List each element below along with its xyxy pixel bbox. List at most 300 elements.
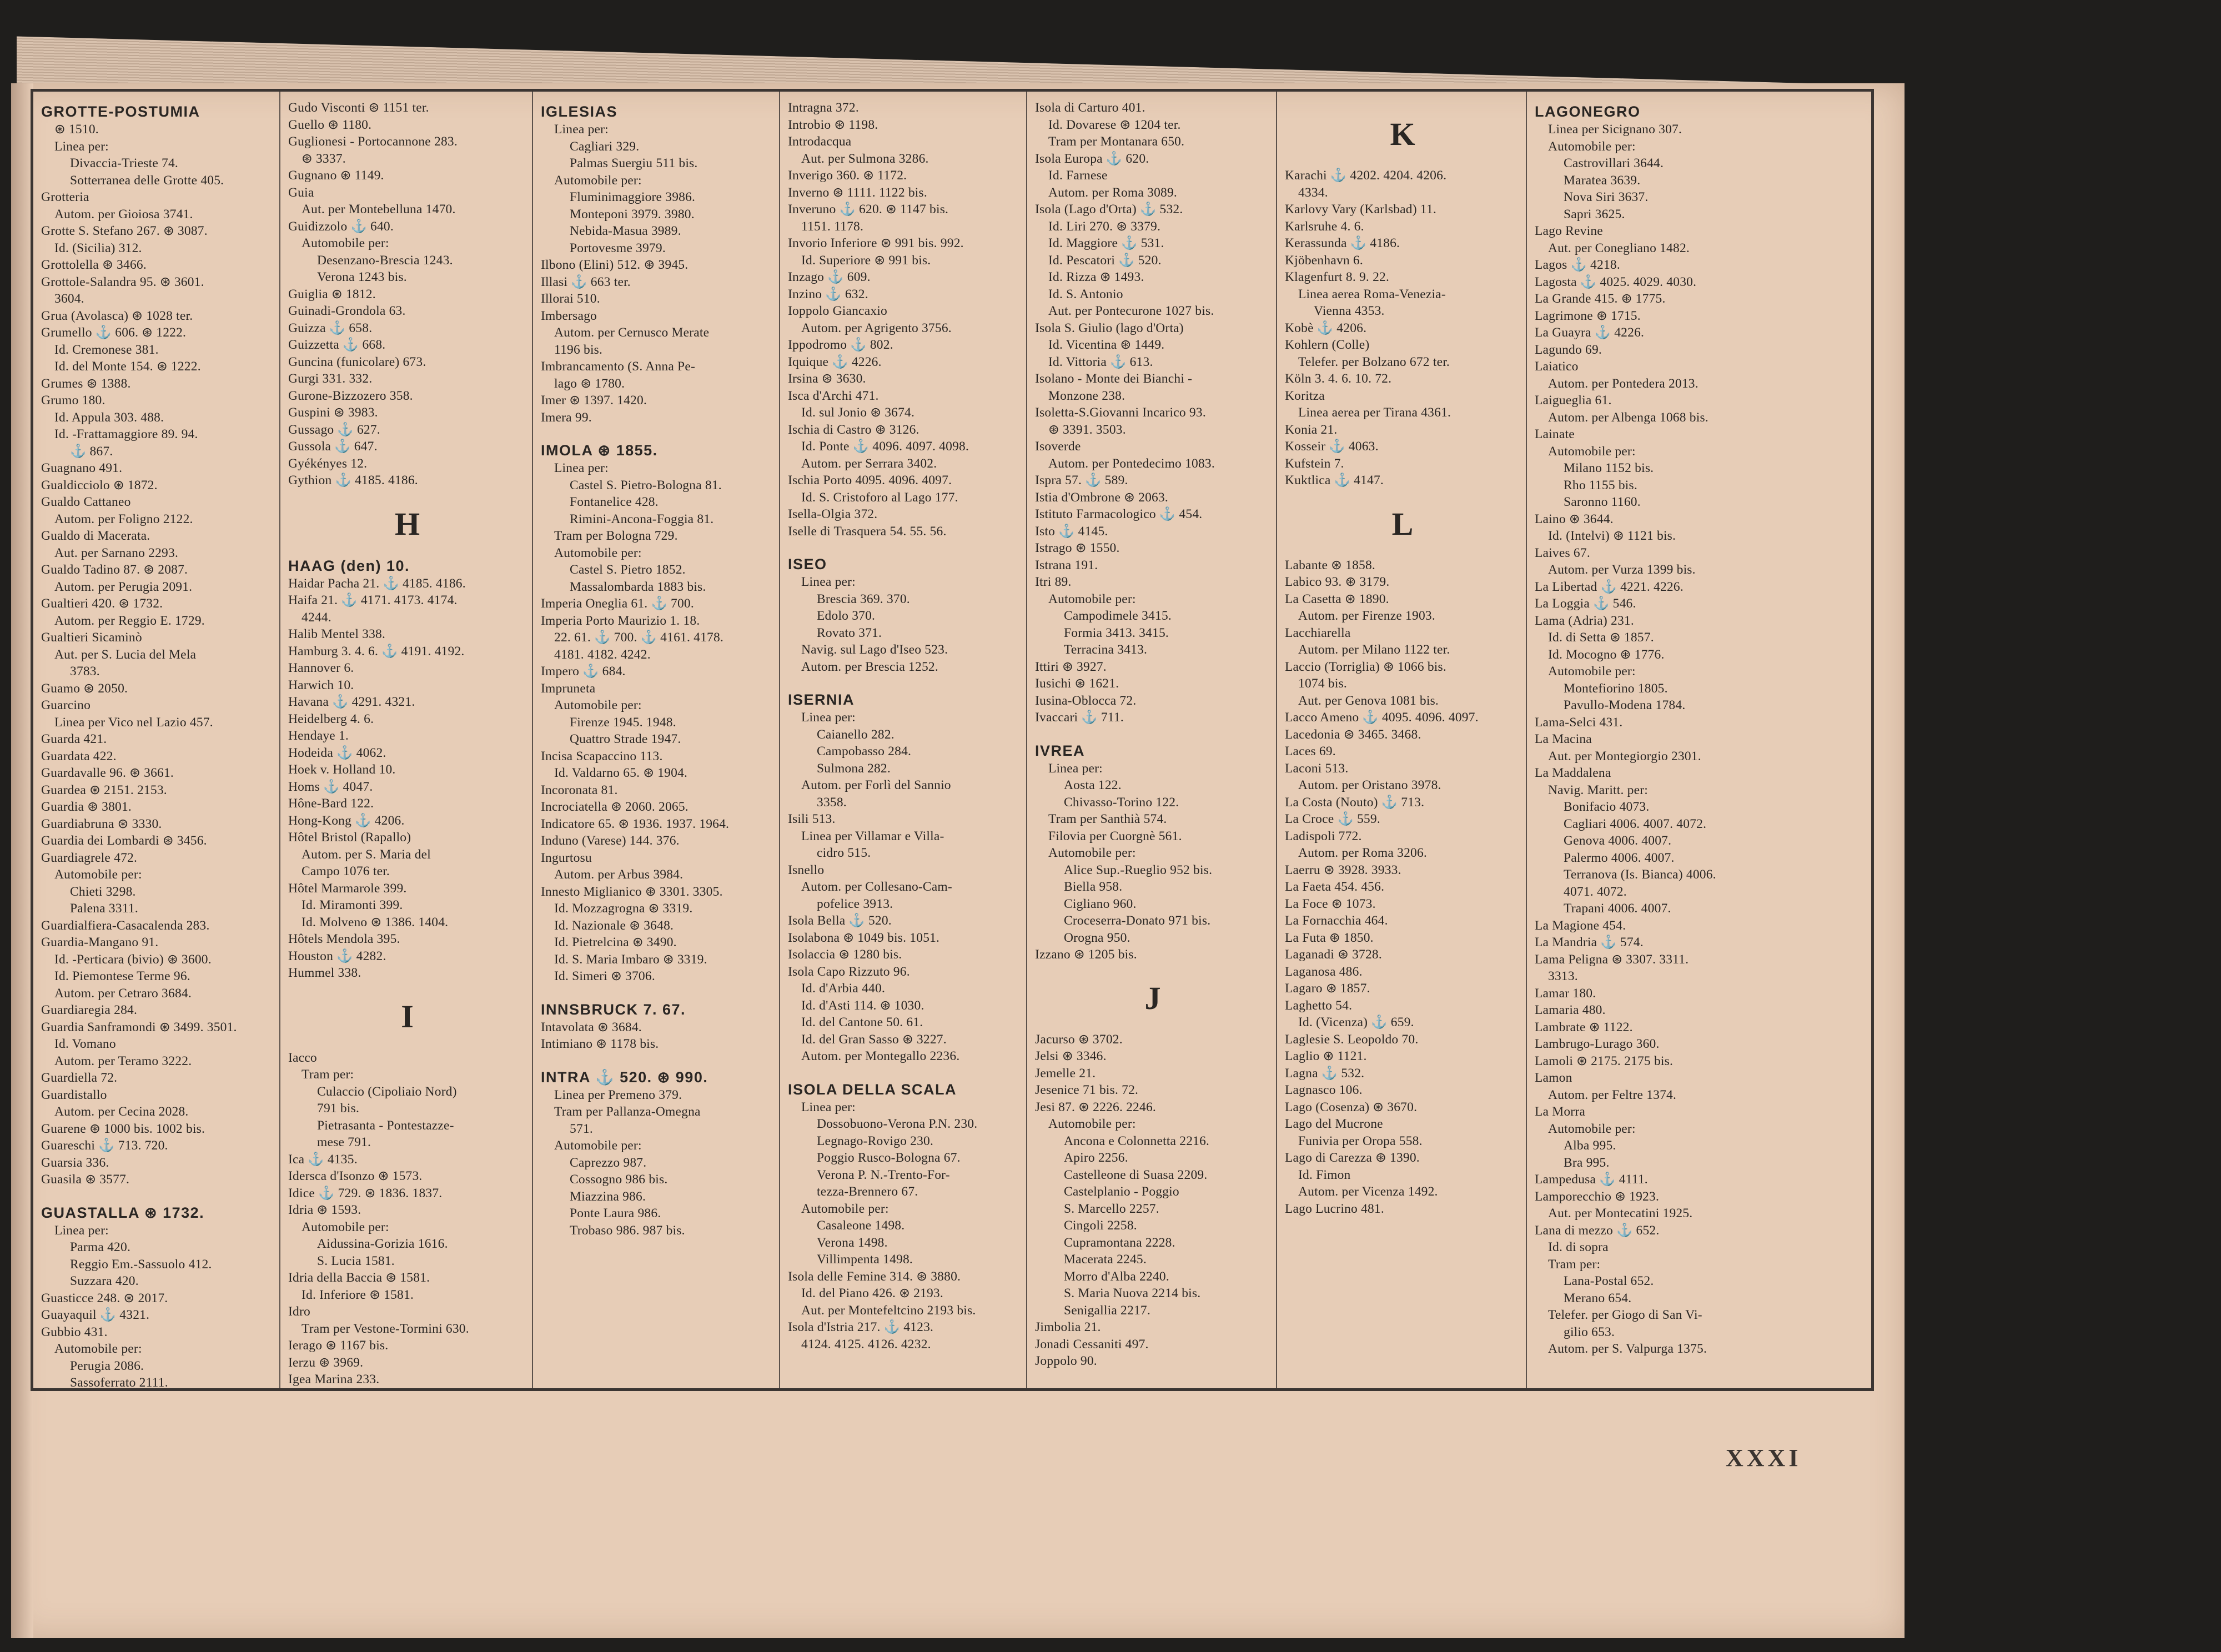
index-entry: Rovato 371. [817,625,882,640]
index-entry: Automobile per: [302,236,389,250]
index-entry: Imperia Oneglia 61. ⚓ 700. [541,596,694,611]
index-entry: Autom. per Collesano-Cam- [801,880,952,894]
index-entry: Isolabona ⊛ 1049 bis. 1051. [788,930,940,945]
index-entry: Tram per: [1548,1257,1601,1272]
index-entry: Isola d'Istria 217. ⚓ 4123. [788,1320,934,1334]
index-entry: Massalombarda 1883 bis. [570,579,706,594]
index-entry: Grumes ⊛ 1388. [41,376,131,391]
index-entry: Automobile per: [1548,444,1636,459]
index-entry: Id. del Gran Sasso ⊛ 3227. [801,1032,947,1047]
index-entry: 3783. [70,664,100,679]
index-entry: Aosta 122. [1064,778,1122,792]
index-entry: Grotte S. Stefano 267. ⊛ 3087. [41,224,208,238]
index-entry: Id. S. Antonio [1048,287,1123,302]
index-entry: Kohlern (Colle) [1285,338,1370,352]
index-entry: Haidar Pacha 21. ⚓ 4185. 4186. [288,576,466,591]
index-entry: Id. Vittoria ⚓ 613. [1048,354,1153,369]
index-entry: Guarcino [41,698,91,712]
index-entry: Lambrugo-Lurago 360. [1535,1037,1660,1051]
index-entry: Idria della Baccia ⊛ 1581. [288,1271,430,1285]
index-entry: Guardiabruna ⊛ 3330. [41,816,162,831]
index-entry: Campobasso 284. [817,744,912,759]
index-entry: Autom. per Cecina 2028. [54,1104,189,1119]
index-entry: Id. del Piano 426. ⊛ 2193. [801,1286,943,1300]
index-entry: Miazzina 986. [570,1189,646,1204]
index-entry: Isola delle Femine 314. ⊛ 3880. [788,1269,961,1284]
index-entry: Gugnano ⊛ 1149. [288,168,384,183]
index-entry: Jacurso ⊛ 3702. [1035,1032,1123,1047]
index-entry: Irsina ⊛ 3630. [788,371,866,386]
index-heading: IGLESIAS [541,103,618,120]
index-entry: Laglesie S. Leopoldo 70. [1285,1032,1419,1047]
index-entry: Autom. per Cernusco Merate [554,325,710,340]
index-entry: Autom. per Pontedera 2013. [1548,376,1699,391]
index-entry: Lampedusa ⚓ 4111. [1535,1172,1648,1187]
index-entry: ⊛ 1510. [54,122,99,137]
index-entry: Guayaquil ⚓ 4321. [41,1308,150,1322]
index-entry: Id. Dovarese ⊛ 1204 ter. [1048,117,1181,132]
index-entry: Laglio ⊛ 1121. [1285,1049,1367,1063]
index-entry: cidro 515. [817,846,871,860]
index-entry: Labante ⊛ 1858. [1285,558,1375,573]
index-entry: Id. (Intelvi) ⊛ 1121 bis. [1548,529,1676,543]
index-entry: 571. [570,1121,593,1136]
index-entry: Guglionesi - Portocannone 283. [288,134,458,149]
index-entry: Id. del Cantone 50. 61. [801,1015,923,1030]
index-entry: Ilbono (Elini) 512. ⊛ 3945. [541,258,689,272]
index-entry: 4124. 4125. 4126. 4232. [801,1337,931,1352]
index-entry: Aut. per Sulmona 3286. [801,151,929,166]
index-entry: Ladispoli 772. [1285,828,1362,843]
index-entry: Karachi ⚓ 4202. 4204. 4206. [1285,168,1447,183]
index-entry: La Grande 415. ⊛ 1775. [1535,292,1666,306]
index-entry: Tram per Santhià 574. [1048,812,1167,826]
index-entry: Aidussina-Gorizia 1616. [317,1237,448,1251]
index-column-2 [280,92,533,1388]
index-entry: Guarsia 336. [41,1155,109,1170]
index-entry: Induno (Varese) 144. 376. [541,833,680,848]
index-entry: Grua (Avolasca) ⊛ 1028 ter. [41,308,193,323]
index-entry: Hôtels Mendola 395. [288,932,400,946]
index-entry: Lamar 180. [1535,986,1596,1001]
section-letter: J [1144,980,1161,1016]
index-entry: Hamburg 3. 4. 6. ⚓ 4191. 4192. [288,644,465,659]
index-entry: Kuktlica ⚓ 4147. [1285,473,1384,488]
index-entry: Heidelberg 4. 6. [288,711,374,726]
index-entry: Legnago-Rovigo 230. [817,1133,934,1148]
index-entry: Aut. per Montefeltcino 2193 bis. [801,1303,976,1318]
index-entry: Id. Cremonese 381. [54,342,159,357]
index-entry: Aut. per Montecatini 1925. [1548,1206,1693,1221]
index-entry: Guardiella 72. [41,1071,118,1085]
index-entry: Automobile per: [554,545,642,560]
index-entry: 4071. 4072. [1564,884,1627,899]
index-entry: Istia d'Ombrone ⊛ 2063. [1035,490,1168,505]
index-entry: Automobile per: [554,173,642,188]
index-entry: Lago Revine [1535,224,1603,238]
index-entry: Autom. per Roma 3206. [1298,846,1427,860]
index-entry: Id. del Monte 154. ⊛ 1222. [54,359,201,374]
index-entry: Apiro 2256. [1064,1151,1128,1165]
index-entry: Firenze 1945. 1948. [570,715,676,730]
index-entry: Guncina (funicolare) 673. [288,354,426,369]
index-entry: La Libertad ⚓ 4221. 4226. [1535,579,1684,594]
index-entry: Iacco [288,1050,317,1065]
index-entry: Fluminimaggiore 3986. [570,190,696,204]
index-heading: GROTTE-POSTUMIA [41,103,200,120]
index-entry: Isoletta-S.Giovanni Incarico 93. [1035,405,1206,420]
index-heading: GUASTALLA ⊛ 1732. [41,1204,205,1221]
index-entry: Automobile per: [554,1138,642,1153]
index-entry: Intavolata ⊛ 3684. [541,1020,642,1035]
index-entry: Lama Peligna ⊛ 3307. 3311. [1535,952,1689,967]
index-entry: La Maddalena [1535,766,1611,780]
index-column-7 [1527,92,1871,1388]
index-entry: Autom. per Vurza 1399 bis. [1548,563,1696,577]
index-entry: Automobile per: [1048,1117,1136,1131]
index-entry: Autom. per Teramo 3222. [54,1053,192,1068]
index-entry: Linea per Premeno 379. [554,1087,682,1102]
index-entry: Guidizzolo ⚓ 640. [288,219,394,234]
index-heading: IMOLA ⊛ 1855. [541,442,658,459]
index-entry: Cossogno 986 bis. [570,1172,668,1187]
index-entry: Idersca d'Isonzo ⊛ 1573. [288,1169,423,1183]
index-entry: Autom. per Albenga 1068 bis. [1548,410,1709,425]
index-entry: ⊛ 3391. 3503. [1048,422,1126,437]
index-entry: Linea per: [801,1099,856,1114]
index-entry: Caprezzo 987. [570,1155,647,1170]
index-column-6 [1277,92,1527,1388]
index-entry: Desenzano-Brescia 1243. [317,253,453,268]
index-entry: Brescia 369. 370. [817,591,910,606]
index-entry: Pietrasanta - Pontestazze- [317,1118,454,1133]
index-entry: Guasila ⊛ 3577. [41,1172,130,1187]
index-entry: Portovesme 3979. [570,240,666,255]
index-entry: Automobile per: [1548,139,1636,154]
index-heading: ISERNIA [788,691,855,708]
index-entry: Igea Marina 233. [288,1372,380,1387]
index-entry: Edolo 370. [817,609,876,623]
index-entry: Lagrimone ⊛ 1715. [1535,308,1641,323]
index-entry: 3358. [817,795,847,810]
page-number: XXXI [1726,1444,1802,1472]
index-entry: Hummel 338. [288,966,361,980]
index-entry: Gubbio 431. [41,1324,108,1339]
index-entry: Sassoferrato 2111. [70,1375,168,1388]
index-entry: Trobaso 986. 987 bis. [570,1223,685,1238]
index-entry: Navig. Maritt. per: [1548,782,1649,797]
index-entry: Isili 513. [788,812,836,826]
index-entry: Filovia per Cuorgnè 561. [1048,828,1182,843]
index-entry: Id. Pietrelcina ⊛ 3490. [554,935,677,950]
index-entry: Id. Mocogno ⊛ 1776. [1548,647,1665,662]
index-entry: Guello ⊛ 1180. [288,117,372,132]
index-entry: Lana di mezzo ⚓ 652. [1535,1223,1660,1238]
index-entry: Id. Superiore ⊛ 991 bis. [801,253,931,268]
index-entry: Linea aerea per Tirana 4361. [1298,405,1451,420]
index-entry: Ponte Laura 986. [570,1206,661,1221]
index-entry: Reggio Em.-Sassuolo 412. [70,1257,212,1272]
index-entry: Grottole-Salandra 95. ⊛ 3601. [41,274,204,289]
index-entry: Formia 3413. 3415. [1064,625,1169,640]
index-entry: Linea per Sicignano 307. [1548,122,1682,137]
index-entry: ⊛ 3337. [302,151,346,166]
index-entry: Cigliano 960. [1064,896,1137,911]
index-entry: Iusina-Oblocca 72. [1035,693,1137,708]
index-entry: Lana-Postal 652. [1564,1274,1654,1288]
index-entry: Gyékényes 12. [288,456,368,471]
index-entry: Gualdicciolo ⊛ 1872. [41,478,158,493]
index-entry: Imera 99. [541,410,592,425]
index-entry: Autom. per S. Valpurga 1375. [1548,1342,1707,1356]
index-entry: Linea per: [554,461,609,475]
index-entry: Isnello [788,862,825,877]
index-entry: Bonifacio 4073. [1564,800,1650,814]
index-entry: Guagnano 491. [41,461,123,475]
index-entry: Id. Mozzagrogna ⊛ 3319. [554,901,693,916]
index-entry: Homs ⚓ 4047. [288,779,373,794]
index-entry: Lambrate ⊛ 1122. [1535,1020,1633,1035]
index-entry: 22. 61. ⚓ 700. ⚓ 4161. 4178. [554,630,723,645]
index-entry: 791 bis. [317,1101,360,1116]
index-entry: Hendaye 1. [288,729,349,743]
index-entry: Lago del Mucrone [1285,1117,1383,1131]
index-entry: Lacchiarella [1285,625,1351,640]
index-entry: Lamporecchio ⊛ 1923. [1535,1189,1660,1204]
index-entry: Id. Liri 270. ⊛ 3379. [1048,219,1161,234]
index-entry: Jesenice 71 bis. 72. [1035,1083,1139,1097]
index-entry: 4334. [1298,185,1328,200]
index-entry: Casaleone 1498. [817,1218,905,1233]
index-entry: La Casetta ⊛ 1890. [1285,591,1389,606]
index-entry: Isola Europa ⚓ 620. [1035,151,1149,166]
index-heading: LAGONEGRO [1535,103,1641,120]
index-heading: ISEO [788,556,827,573]
index-entry: Hannover 6. [288,661,354,675]
index-heading: INNSBRUCK 7. 67. [541,1001,686,1018]
index-entry: Laconi 513. [1285,761,1349,776]
index-entry: Gussago ⚓ 627. [288,422,380,437]
index-entry: Guinadi-Grondola 63. [288,304,406,318]
index-entry: Monzone 238. [1048,388,1125,403]
index-entry: tezza-Brennero 67. [817,1184,918,1199]
index-entry: Lamoli ⊛ 2175. 2175 bis. [1535,1053,1674,1068]
index-entry: Guardata 422. [41,749,117,764]
index-entry: Itri 89. [1035,575,1072,589]
index-entry: Id. Rizza ⊛ 1493. [1048,270,1144,284]
index-entry: Laganadi ⊛ 3728. [1285,947,1382,962]
index-entry: Verona P. N.-Trento-For- [817,1167,950,1182]
index-entry: Ispra 57. ⚓ 589. [1035,473,1128,488]
index-entry: Palmas Suergiu 511 bis. [570,156,698,170]
index-entry: Ica ⚓ 4135. [288,1152,358,1167]
index-entry: Laerru ⊛ 3928. 3933. [1285,862,1401,877]
index-entry: Lamaria 480. [1535,1003,1606,1017]
index-entry: Id. sul Jonio ⊛ 3674. [801,405,915,420]
index-entry: Linea per Villamar e Villa- [801,828,944,843]
index-entry: Jonadi Cessaniti 497. [1035,1337,1149,1352]
index-entry: Id. Maggiore ⚓ 531. [1048,236,1164,250]
index-entry: Alba 995. [1564,1138,1616,1153]
index-entry: Hoek v. Holland 10. [288,762,396,777]
index-entry: Guamo ⊛ 2050. [41,681,128,696]
index-entry: La Faeta 454. 456. [1285,880,1385,894]
index-entry: Caianello 282. [817,727,895,742]
index-entry: Laigueglia 61. [1535,393,1612,408]
index-entry: Chivasso-Torino 122. [1064,795,1179,810]
index-entry: Id. d'Asti 114. ⊛ 1030. [801,998,924,1013]
index-entry: Linea per: [801,575,856,589]
index-entry: Linea per: [801,710,856,725]
index-entry: Kjöbenhavn 6. [1285,253,1363,268]
index-entry: Culaccio (Cipoliaio Nord) [317,1084,457,1099]
index-entry: mese 791. [317,1135,371,1149]
index-entry: La Croce ⚓ 559. [1285,812,1380,826]
index-entry: Id. Fimon [1298,1167,1351,1182]
index-entry: Inverno ⊛ 1111. 1122 bis. [788,185,927,200]
index-entry: Isola S. Giulio (lago d'Orta) [1035,320,1184,335]
index-entry: Bra 995. [1564,1155,1610,1170]
index-entry: Aut. per Montebelluna 1470. [302,202,456,217]
index-entry: Id. Simeri ⊛ 3706. [554,969,655,983]
section-letter: L [1391,505,1414,542]
index-entry: Id. Inferiore ⊛ 1581. [302,1287,414,1302]
index-entry: La Futa ⊛ 1850. [1285,930,1374,945]
index-entry: Id. Vicentina ⊛ 1449. [1048,338,1165,352]
index-entry: S. Lucia 1581. [317,1253,395,1268]
index-entry: Jemelle 21. [1035,1066,1096,1081]
index-entry: Automobile per: [1048,846,1136,860]
index-entry: Castelleone di Suasa 2209. [1064,1167,1208,1182]
index-entry: Guardia dei Lombardi ⊛ 3456. [41,833,207,848]
index-entry: Macerata 2245. [1064,1252,1147,1267]
index-entry: Guarda 421. [41,732,107,746]
index-entry: Imer ⊛ 1397. 1420. [541,393,647,408]
index-entry: Iusichi ⊛ 1621. [1035,676,1119,691]
index-entry: Inverigo 360. ⊛ 1172. [788,168,907,183]
index-entry: Indicatore 65. ⊛ 1936. 1937. 1964. [541,816,730,831]
index-entry: Merano 654. [1564,1291,1632,1305]
index-entry: Terranova (Is. Bianca) 4006. [1564,867,1716,882]
index-entry: ⚓ 867. [70,444,113,459]
index-entry: Tram per Montanara 650. [1048,134,1185,149]
index-entry: Havana ⚓ 4291. 4321. [288,695,415,709]
index-entry: Id. Vomano [54,1037,116,1051]
index-entry: Autom. per Foligno 2122. [54,511,193,526]
index-entry: Autom. per Cetraro 3684. [54,986,192,1001]
index-entry: Haifa 21. ⚓ 4171. 4173. 4174. [288,593,458,607]
index-entry: Hône-Bard 122. [288,796,374,811]
index-entry: Perugia 2086. [70,1358,144,1373]
index-entry: La Macina [1535,732,1592,746]
index-entry: Linea aerea Roma-Venezia- [1298,287,1446,302]
index-entry: Autom. per Brescia 1252. [801,659,938,674]
index-entry: Invorio Inferiore ⊛ 991 bis. 992. [788,236,964,250]
index-entry: Telefer. per Giogo di San Vi- [1548,1308,1702,1322]
index-entry: Halib Mentel 338. [288,627,386,641]
index-entry: Lagos ⚓ 4218. [1535,258,1620,272]
index-heading: INTRA ⚓ 520. ⊛ 990. [541,1068,708,1086]
index-entry: 3604. [54,292,84,306]
index-entry: Gythion ⚓ 4185. 4186. [288,473,418,488]
index-heading: HAAG (den) 10. [288,557,410,574]
index-entry: Kufstein 7. [1285,456,1344,471]
index-entry: Id. Appula 303. 488. [54,410,164,425]
index-entry: Joppolo 90. [1035,1354,1097,1368]
index-entry: Autom. per Feltre 1374. [1548,1087,1677,1102]
index-entry: Ancona e Colonnetta 2216. [1064,1133,1210,1148]
index-entry: Aut. per Sarnano 2293. [54,545,179,560]
index-entry: Trapani 4006. 4007. [1564,901,1671,916]
index-entry: Kerassunda ⚓ 4186. [1285,236,1400,250]
index-frame [31,89,1874,1391]
index-entry: Gurgi 331. 332. [288,371,373,386]
index-entry: Aut. per Montegiorgio 2301. [1548,749,1701,764]
index-entry: Sulmona 282. [817,761,891,776]
index-entry: Idro [288,1304,310,1319]
index-entry: Grotteria [41,190,89,204]
index-entry: Klagenfurt 8. 9. 22. [1285,270,1390,284]
index-entry: Castrovillari 3644. [1564,156,1664,170]
index-entry: Laives 67. [1535,545,1590,560]
index-entry: Isola Capo Rizzuto 96. [788,964,910,979]
index-entry: Lagaro ⊛ 1857. [1285,981,1370,996]
index-entry: Guardialfiera-Casacalenda 283. [41,918,210,933]
index-entry: Inzino ⚓ 632. [788,287,868,302]
index-entry: Gudo Visconti ⊛ 1151 ter. [288,101,429,115]
index-entry: Hôtel Bristol (Rapallo) [288,830,411,845]
index-entry: Labico 93. ⊛ 3179. [1285,575,1390,589]
index-entry: Monteponi 3979. 3980. [570,207,695,222]
index-entry: Isca d'Archi 471. [788,388,879,403]
index-entry: Dossobuono-Verona P.N. 230. [817,1117,978,1131]
index-entry: Automobile per: [54,867,142,882]
index-entry: Lago di Carezza ⊛ 1390. [1285,1151,1420,1165]
index-entry: Aut. per Conegliano 1482. [1548,240,1690,255]
index-entry: Montefiorino 1805. [1564,681,1668,696]
index-entry: Automobile per: [1048,591,1136,606]
index-entry: Gualtieri Sicaminò [41,630,142,645]
index-entry: La Morra [1535,1104,1585,1119]
index-entry: Alice Sup.-Rueglio 952 bis. [1064,862,1213,877]
index-entry: Guardia ⊛ 3801. [41,800,132,814]
index-entry: Nebida-Masua 3989. [570,224,681,238]
index-entry: Incrociatella ⊛ 2060. 2065. [541,800,689,814]
index-entry: Gualdo di Macerata. [41,529,150,543]
index-entry: Isella-Olgia 372. [788,507,878,521]
index-entry: Senigallia 2217. [1064,1303,1150,1318]
index-entry: Id. (Vicenza) ⚓ 659. [1298,1015,1414,1030]
index-entry: Linea per: [54,1223,109,1238]
index-entry: Iquique ⚓ 4226. [788,354,882,369]
index-column-5 [1027,92,1277,1388]
index-entry: Isolano - Monte dei Bianchi - [1035,371,1193,386]
index-entry: Guardia-Mangano 91. [41,935,159,950]
index-entry: Jelsi ⊛ 3346. [1035,1049,1107,1063]
index-entry: Autom. per Perugia 2091. [54,579,193,594]
index-entry: Genova 4006. 4007. [1564,833,1672,848]
index-entry: Castel S. Pietro-Bologna 81. [570,478,722,493]
index-entry: Automobile per: [1548,664,1636,679]
index-entry: gilio 653. [1564,1324,1615,1339]
index-entry: Izzano ⊛ 1205 bis. [1035,947,1137,962]
index-entry: La Mandria ⚓ 574. [1535,935,1644,950]
index-entry: Laganosa 486. [1285,964,1363,979]
index-entry: Istrago ⊛ 1550. [1035,541,1120,555]
index-entry: Guardia Sanframondi ⊛ 3499. 3501. [41,1020,237,1035]
index-entry: Sapri 3625. [1564,207,1625,222]
index-entry: Parma 420. [70,1240,131,1254]
